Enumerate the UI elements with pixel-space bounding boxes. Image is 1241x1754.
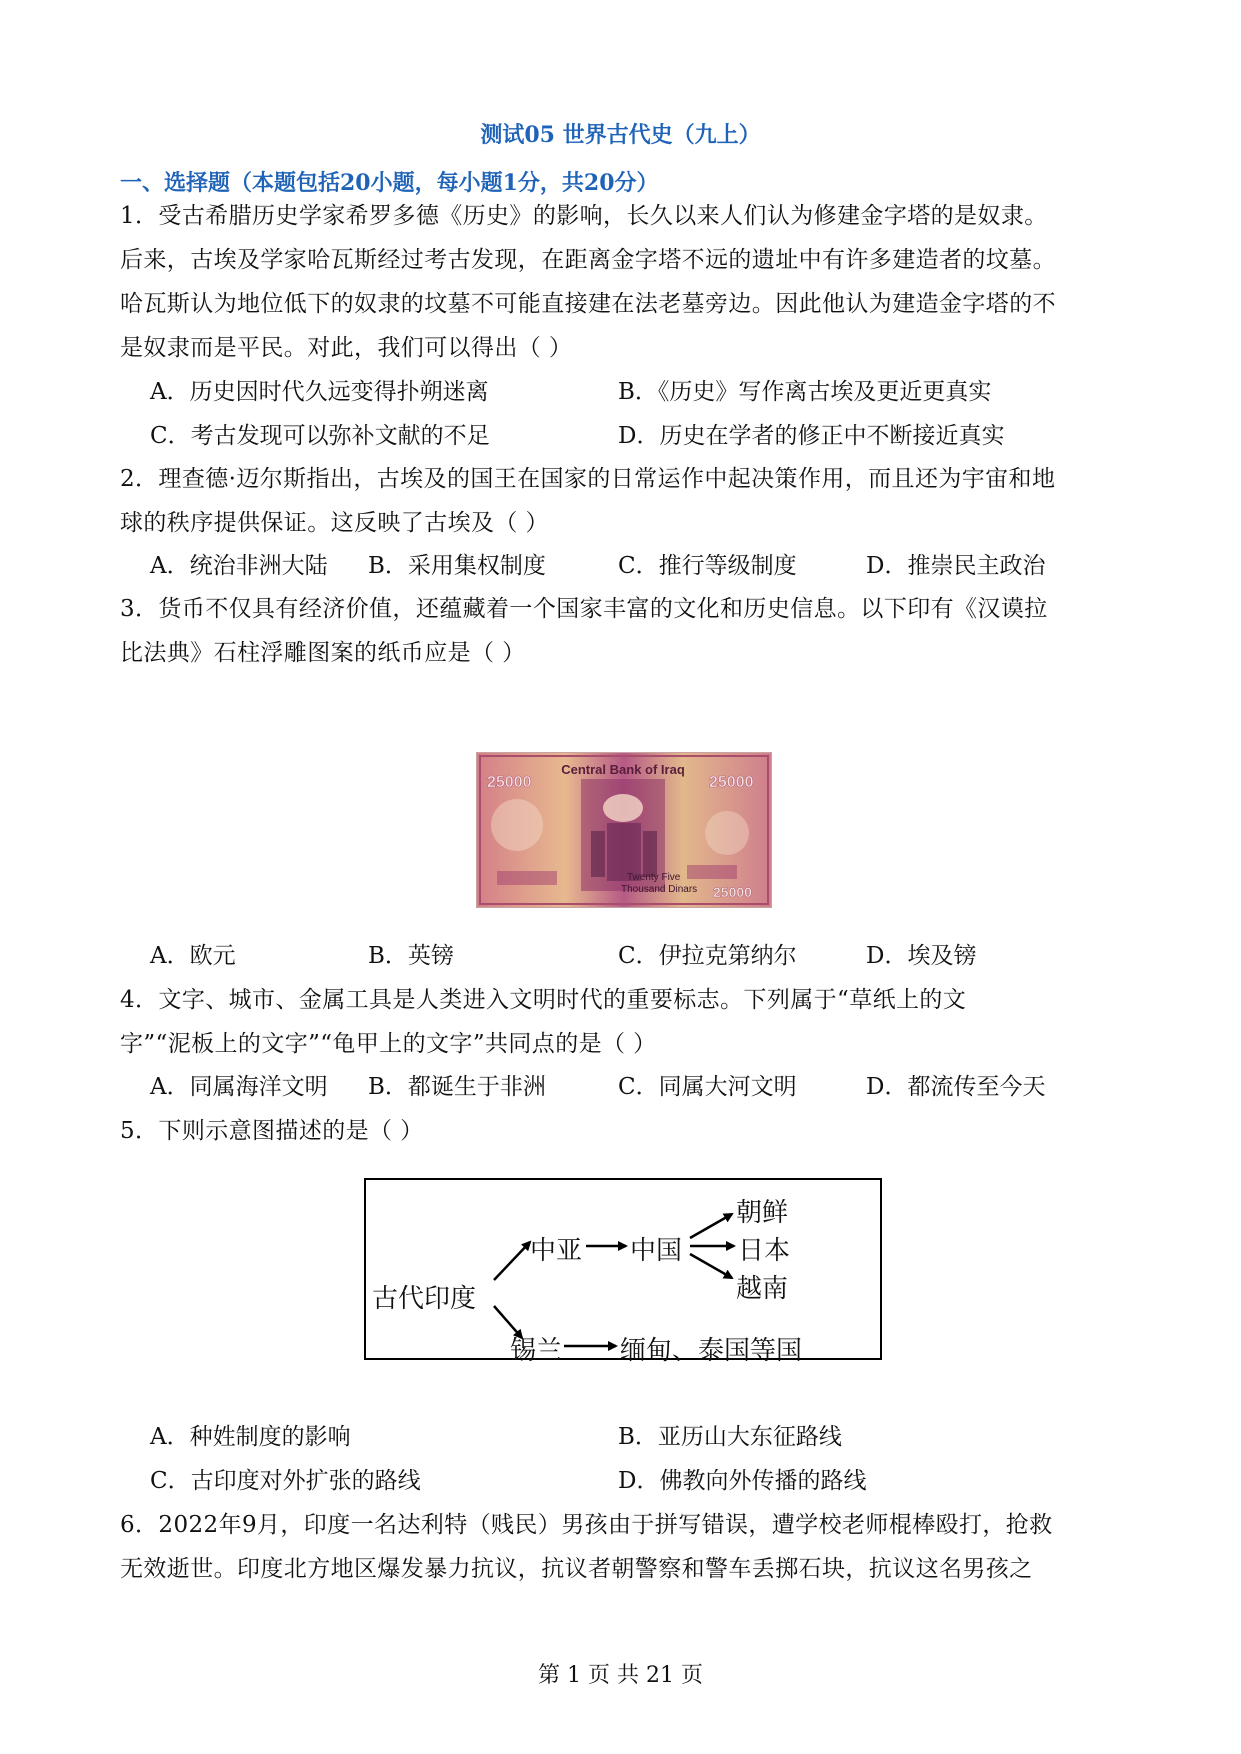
q3-line-1: 3．货币不仅具有经济价值，还蕴藏着一个国家丰富的文化和历史信息。以下印有《汉谟拉 [120, 596, 1048, 622]
q5-option-b: B．亚历山大东征路线 [618, 1424, 842, 1450]
q4-option-a: A．同属海洋文明 [150, 1074, 328, 1100]
q4-line-1: 4．文字、城市、金属工具是人类进入文明时代的重要标志。下列属于“草纸上的文 [120, 987, 967, 1013]
node-ancient-india: 古代印度 [372, 1284, 477, 1314]
node-myanmar-thailand: 缅甸、泰国等国 [620, 1336, 803, 1366]
banknote-words-1: Twenty Five [627, 872, 681, 883]
arrow-china-to-vietnam [690, 1254, 732, 1278]
arrow-china-to-korea [690, 1214, 732, 1238]
q3-line-2: 比法典》石柱浮雕图案的纸币应是（ ） [120, 640, 526, 666]
q2-option-d: D．推崇民主政治 [866, 553, 1046, 579]
q1-option-c: C．考古发现可以弥补文献的不足 [150, 423, 490, 449]
q4-option-d: D．都流传至今天 [866, 1074, 1046, 1100]
q1-line-2: 后来，古埃及学家哈瓦斯经过考古发现，在距离金字塔不远的遗址中有许多建造者的坟墓。 [120, 247, 1056, 273]
banknote-illustration [477, 753, 771, 907]
banknote-value-tr: 25000 [709, 774, 754, 791]
q4-line-2: 字”“泥板上的文字”“龟甲上的文字”共同点的是（ ） [120, 1031, 657, 1057]
q6-line-1: 6．2022年9月，印度一名达利特（贱民）男孩由于拼写错误，遭学校老师棍棒殴打，抢救 [120, 1512, 1053, 1538]
q2-line-1: 2．理查德·迈尔斯指出，古埃及的国王在国家的日常运作中起决策作用，而且还为宇宙和地 [120, 466, 1056, 492]
q5-line-1: 5．下则示意图描述的是（ ） [120, 1118, 424, 1144]
buddhism-spread-diagram [364, 1178, 882, 1366]
q5-option-c: C．古印度对外扩张的路线 [150, 1468, 421, 1494]
q2-option-c: C．推行等级制度 [618, 553, 797, 579]
banknote-value-tl: 25000 [487, 774, 532, 791]
node-ceylon: 锡兰 [510, 1336, 563, 1366]
banknote-value-br: 25000 [713, 884, 752, 900]
banknote-words-2: Thousand Dinars [621, 884, 698, 895]
q1-option-a: A．历史因时代久远变得扑朔迷离 [150, 379, 489, 405]
node-japan: 日本 [738, 1236, 791, 1266]
q2-option-b: B．采用集权制度 [368, 553, 546, 579]
section-heading: 一、选择题（本题包括20小题，每小题1分，共20分） [120, 170, 659, 196]
q3-option-d: D．埃及镑 [866, 943, 977, 969]
q1-line-4: 是奴隶而是平民。对此，我们可以得出（ ） [120, 335, 573, 361]
node-korea: 朝鲜 [736, 1198, 789, 1228]
node-central-asia: 中亚 [530, 1236, 583, 1266]
q3-option-b: B．英镑 [368, 943, 454, 969]
iraqi-dinar-banknote-image [476, 752, 772, 908]
q2-line-2: 球的秩序提供保证。这反映了古埃及（ ） [120, 510, 549, 536]
node-china: 中国 [630, 1236, 683, 1266]
page-title: 测试05 世界古代史（九上） [480, 122, 761, 148]
q4-option-c: C．同属大河文明 [618, 1074, 797, 1100]
banknote-bank-name: Central Bank of Iraq [561, 762, 685, 777]
arrow-india-to-central-asia [494, 1242, 530, 1280]
q1-option-d: D．历史在学者的修正中不断接近真实 [618, 423, 1005, 449]
q4-option-b: B．都诞生于非洲 [368, 1074, 546, 1100]
q1-line-3: 哈瓦斯认为地位低下的奴隶的坟墓不可能直接建在法老墓旁边。因此他认为建造金字塔的不 [120, 291, 1056, 317]
q2-option-a: A．统治非洲大陆 [150, 553, 328, 579]
page-footer: 第 1 页 共 21 页 [538, 1663, 703, 1688]
q1-option-b: B．《历史》写作离古埃及更近更真实 [618, 379, 992, 405]
node-vietnam: 越南 [736, 1274, 789, 1304]
q5-option-d: D．佛教向外传播的路线 [618, 1468, 867, 1494]
q3-option-c: C．伊拉克第纳尔 [618, 943, 797, 969]
q5-option-a: A．种姓制度的影响 [150, 1424, 351, 1450]
q6-line-2: 无效逝世。印度北方地区爆发暴力抗议，抗议者朝警察和警车丢掷石块，抗议这名男孩之 [120, 1556, 1033, 1582]
q1-line-1: 1．受古希腊历史学家希罗多德《历史》的影响，长久以来人们认为修建金字塔的是奴隶。 [120, 203, 1048, 229]
q3-option-a: A．欧元 [150, 943, 236, 969]
